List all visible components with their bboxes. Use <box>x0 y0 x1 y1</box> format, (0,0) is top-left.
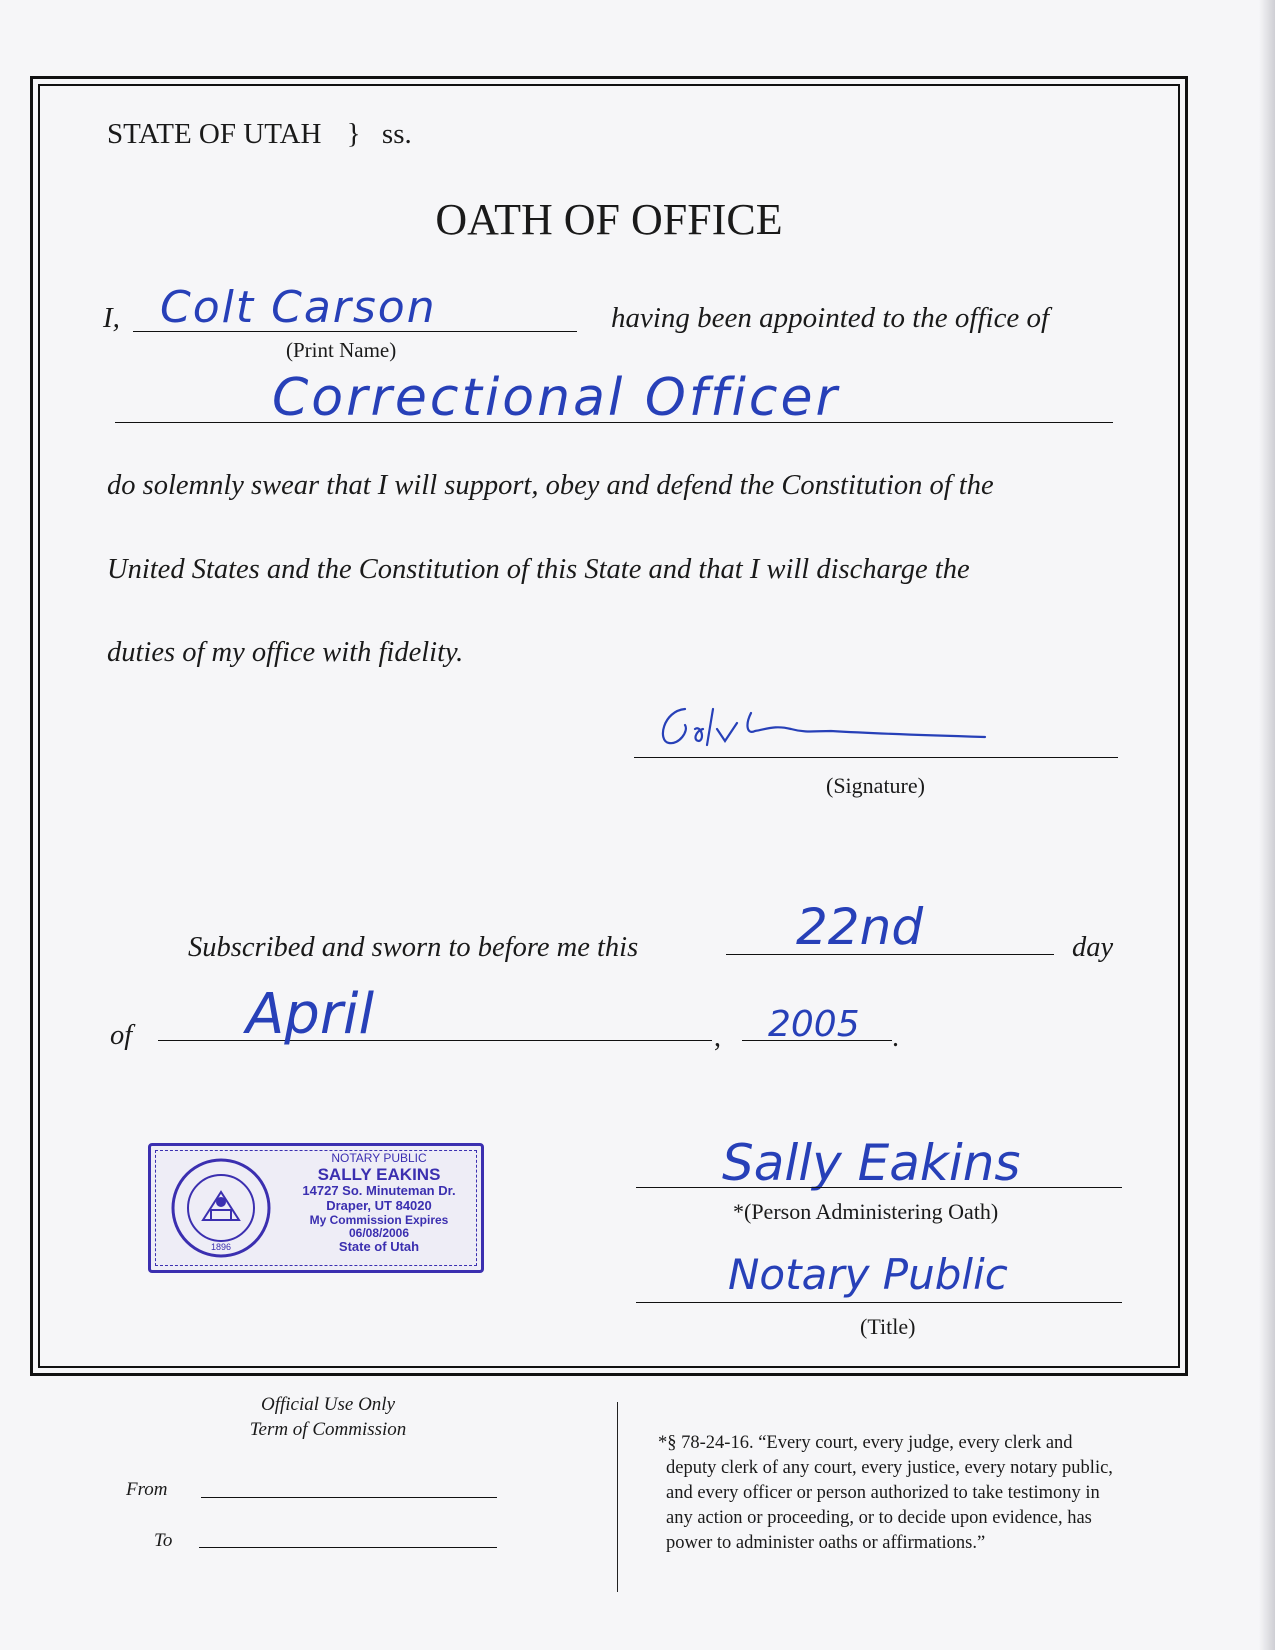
day-word: day <box>1072 932 1114 963</box>
signature-label: (Signature) <box>826 773 925 798</box>
stamp-line-6: State of Utah <box>338 1239 420 1255</box>
venue-brace: } <box>346 118 361 150</box>
of-word: of <box>110 1020 133 1051</box>
page-edge-shadow <box>1259 0 1275 1650</box>
stamp-line-2: SALLY EAKINS <box>317 1165 441 1185</box>
sworn-text: Subscribed and sworn to before me this <box>188 932 639 963</box>
footnote-line-1: *§ 78-24-16. “Every court, every judge, every clerk and <box>658 1433 1073 1453</box>
handwritten-day: 22nd <box>796 898 924 956</box>
state-seal-icon <box>169 1156 273 1260</box>
to-label: To <box>154 1530 173 1551</box>
footnote-line-5: power to administer oaths or affirmations.” <box>666 1533 986 1553</box>
handwritten-administrator: Sally Eakins <box>722 1134 1021 1192</box>
administrator-line <box>636 1187 1122 1188</box>
state-label: STATE OF UTAH <box>107 118 322 150</box>
to-line <box>199 1547 497 1548</box>
section-divider <box>617 1402 618 1592</box>
ss-label: ss. <box>381 118 412 150</box>
footnote-line-3: and every officer or person authorized to take testimony in <box>666 1483 1100 1503</box>
title-line <box>636 1302 1122 1303</box>
stamp-line-4: Draper, UT 84020 <box>326 1198 432 1214</box>
month-line <box>158 1040 712 1041</box>
footnote-line-4: any action or proceeding, or to decide upon evidence, has <box>666 1508 1092 1528</box>
footnote <box>658 1431 1113 1556</box>
footnote-line-2: deputy clerk of any court, every justice, every notary public, <box>666 1458 1113 1478</box>
handwritten-month: April <box>246 982 374 1047</box>
administrator-label: *(Person Administering Oath) <box>733 1199 999 1224</box>
print-name-label: (Print Name) <box>286 338 397 362</box>
officer-signature <box>655 695 995 755</box>
official-use-heading: Official Use Only <box>260 1394 396 1415</box>
stamp-line-5: My Commission Expires 06/08/2006 <box>309 1212 449 1240</box>
date-period: . <box>892 1022 899 1053</box>
i-prefix: I, <box>103 302 120 334</box>
handwritten-name: Colt Carson <box>160 282 437 333</box>
term-of-commission-heading: Term of Commission <box>249 1419 407 1440</box>
handwritten-title: Notary Public <box>728 1250 1008 1299</box>
oath-text-line-2: United States and the Constitution of this State and that I will discharge the <box>107 554 970 585</box>
stamp-line-1: NOTARY PUBLIC <box>331 1151 427 1165</box>
handwritten-year: 2005 <box>768 1004 860 1045</box>
appointed-text: having been appointed to the office of <box>611 302 1050 334</box>
stamp-line-3: 14727 So. Minuteman Dr. <box>302 1183 456 1199</box>
seal-year: 1896 <box>210 1242 232 1252</box>
stamp-text <box>279 1152 479 1255</box>
date-comma: , <box>714 1022 721 1053</box>
from-label: From <box>126 1479 168 1500</box>
oath-text-line-3: duties of my office with fidelity. <box>107 637 464 668</box>
oath-text-line-1: do solemnly swear that I will support, obey and defend the Constitution of the <box>107 470 994 501</box>
notary-stamp <box>148 1143 484 1273</box>
handwritten-office: Correctional Officer <box>272 368 840 428</box>
from-line <box>201 1497 497 1498</box>
document-title: OATH OF OFFICE <box>435 195 783 244</box>
title-label: (Title) <box>860 1314 916 1339</box>
signature-line <box>634 757 1118 758</box>
venue-header <box>107 118 412 151</box>
